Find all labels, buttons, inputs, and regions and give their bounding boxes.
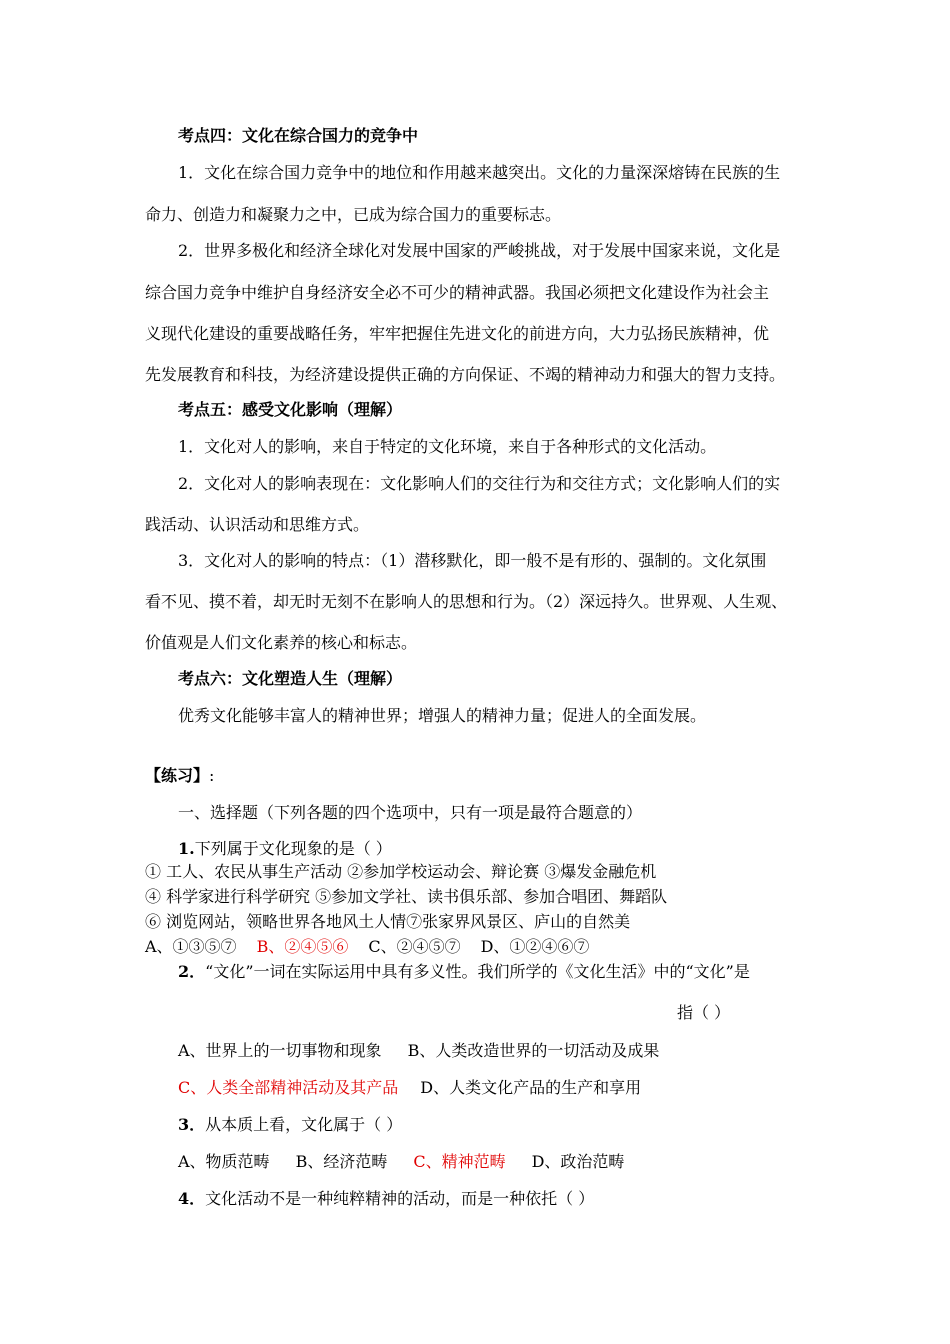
section4-p2-line4: 先发展教育和科技，为经济建设提供正确的方向保证、不竭的精神动力和强大的智力支持。 [145,365,786,384]
q1-option-b-answer: B、②④⑤⑥ [256,937,349,956]
exercise-title-line [145,766,214,786]
q2-option-d: D、人类文化产品的生产和享用 [420,1078,642,1097]
q2-stem-line2: 指（ ） [677,1003,731,1022]
q2-stem-line1 [178,962,750,982]
q1-option-d: D、①②④⑥⑦ [480,937,590,956]
q4-stem: 文化活动不是一种纯粹精神的活动，而是一种依托（ ） [205,1189,595,1208]
section6-heading: 考点六：文化塑造人生（理解） [178,669,403,688]
q2-option-a: A、世界上的一切事物和现象 [178,1041,382,1060]
q4-number: 4． [178,1189,206,1208]
q1-stem-line [178,839,392,859]
q4-stem-line [178,1189,594,1209]
exercise-title: 【练习】 [145,766,210,785]
section5-p1: 1．文化对人的影响，来自于特定的文化环境，来自于各种形式的文化活动。 [178,437,717,456]
section5-heading: 考点五：感受文化影响（理解） [178,400,403,419]
q1-option-c: C、②④⑤⑦ [368,937,461,956]
section5-p2-line2: 践活动、认识活动和思维方式。 [145,515,370,534]
q2-stem: “文化”一词在实际运用中具有多义性。我们所学的《文化生活》中的“文化”是 [205,962,750,981]
q3-options-line [178,1152,624,1172]
q1-option-a: A、①③⑤⑦ [145,937,237,956]
q1-items-line2: ④ 科学家进行科学研究 ⑤参加文学社、读书俱乐部、参加合唱团、舞蹈队 [145,887,668,906]
q2-number: 2． [178,962,206,981]
q3-stem: 从本质上看，文化属于（ ） [205,1115,403,1134]
q1-options-line [145,937,589,957]
q1-number: 1. [178,839,195,858]
exercise-instruction: 一、选择题（下列各题的四个选项中，只有一项是最符合题意的） [178,803,643,822]
q3-option-a: A、物质范畴 [178,1152,270,1171]
section5-p2-line1: 2．文化对人的影响表现在：文化影响人们的交往行为和交往方式；文化影响人们的实 [178,474,781,493]
q1-items-line1: ① 工人、农民从事生产活动 ②参加学校运动会、辩论赛 ③爆发金融危机 [145,862,657,881]
q3-number: 3． [178,1115,206,1134]
q1-stem: 下列属于文化现象的是（ ） [194,839,392,858]
q3-option-b: B、经济范畴 [295,1152,388,1171]
section4-p1-line1: 1．文化在综合国力竞争中的地位和作用越来越突出。文化的力量深深熔铸在民族的生 [178,163,781,182]
q2-option-b: B、人类改造世界的一切活动及成果 [407,1041,660,1060]
q2-options-line1 [178,1041,659,1061]
section4-heading: 考点四：文化在综合国力的竞争中 [178,126,419,145]
section5-p3-line3: 价值观是人们文化素养的核心和标志。 [145,633,418,652]
q3-stem-line [178,1115,402,1135]
q2-option-c-answer: C、人类全部精神活动及其产品 [178,1078,399,1097]
q1-items-line3: ⑥ 浏览网站，领略世界各地风土人情⑦张家界风景区、庐山的自然美 [145,912,631,931]
exercise-title-suffix: : [209,766,215,785]
q2-options-line2 [178,1078,641,1098]
section6-p1: 优秀文化能够丰富人的精神世界；增强人的精神力量；促进人的全面发展。 [178,706,707,725]
q3-option-d: D、政治范畴 [531,1152,625,1171]
q3-option-c-answer: C、精神范畴 [413,1152,506,1171]
section4-p1-line2: 命力、创造力和凝聚力之中，已成为综合国力的重要标志。 [145,205,562,224]
section5-p3-line2: 看不见、摸不着，却无时无刻不在影响人的思想和行为。（2）深远持久。世界观、人生观、 [145,592,788,611]
section5-p3-line1: 3．文化对人的影响的特点：（1）潜移默化，即一般不是有形的、强制的。文化氛围 [178,551,767,570]
section4-p2-line3: 义现代化建设的重要战略任务，牢牢把握住先进文化的前进方向，大力弘扬民族精神，优 [145,324,770,343]
section4-p2-line1: 2．世界多极化和经济全球化对发展中国家的严峻挑战，对于发展中国家来说，文化是 [178,241,781,260]
section4-p2-line2: 综合国力竞争中维护自身经济安全必不可少的精神武器。我国必须把文化建设作为社会主 [145,283,770,302]
